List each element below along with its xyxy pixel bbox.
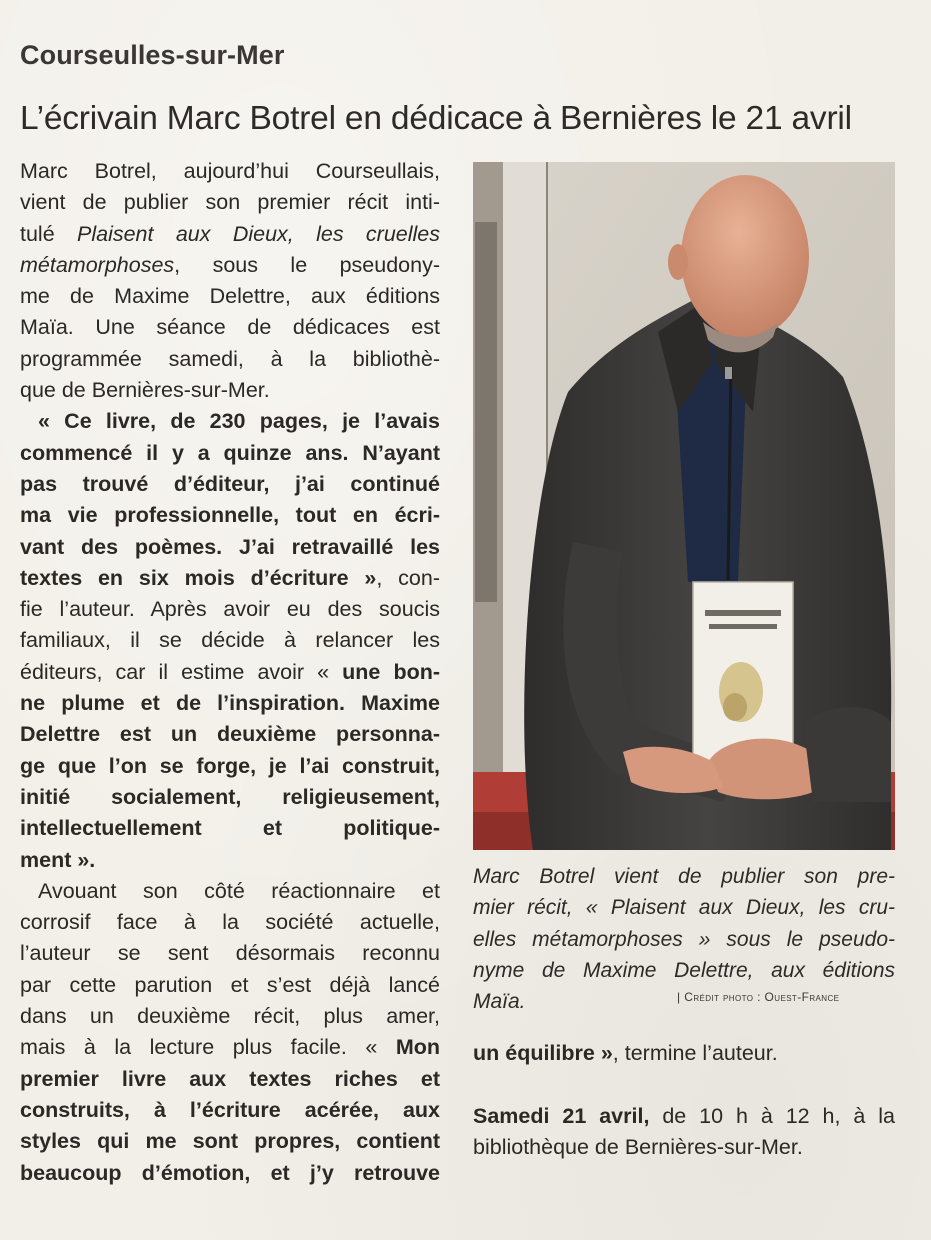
article-left-column [20, 156, 440, 1189]
quote-line: ge que l’on se forge, je l’ai construit, [20, 753, 440, 778]
text-line: corrosif face à la société actuelle, [20, 910, 440, 935]
quote-line: construits, à l’écriture acérée, aux [20, 1097, 440, 1122]
locality-heading: Courseulles-sur-Mer [20, 40, 285, 70]
text-line: me de Maxime Delettre, aux éditions [20, 284, 440, 309]
author-photo [473, 162, 895, 850]
text-line: éditeurs, car il estime avoir « une bon- [20, 659, 441, 684]
quote-line: ma vie professionnelle, tout en écri- [20, 503, 440, 528]
text-line: Maïa. Une séance de dédicaces est [20, 315, 440, 340]
quote-line: vant des poèmes. J’ai retravaillé les [20, 534, 440, 559]
text-line: fie l’auteur. Après avoir eu des soucis [20, 597, 440, 622]
text-line: Avouant son côté réactionnaire et [38, 878, 440, 903]
text-line: métamorphoses, sous le pseudony- [20, 252, 440, 277]
photo-credit: | Crédit photo : Ouest-France [677, 990, 840, 1004]
text-line: que de Bernières-sur-Mer. [20, 378, 270, 403]
text-line: dans un deuxième récit, plus amer, [20, 1004, 440, 1029]
author-photo-illustration [473, 162, 895, 850]
article-right-continuation [473, 1038, 895, 1069]
quote-line: intellectuellement et politique- [20, 816, 440, 841]
quote-line: ment ». [20, 847, 96, 872]
event-date: Samedi 21 avril, [473, 1104, 650, 1128]
article-headline: L’écrivain Marc Botrel en dédicace à Bernières le 21 avril [20, 100, 852, 137]
caption-line: Maïa. [473, 990, 526, 1014]
text-line: tulé Plaisent aux Dieux, les cruelles [20, 221, 440, 246]
quote-line: beaucoup d’émotion, et j’y retrouve [20, 1160, 440, 1185]
caption-line: nyme de Maxime Delettre, aux éditions [473, 958, 895, 982]
text-line: familiaux, il se décide à relancer les [20, 628, 440, 653]
book-title: métamorphoses [20, 252, 175, 277]
text-line: vient de publier son premier récit inti- [20, 190, 440, 215]
quote-line: premier livre aux textes riches et [20, 1066, 440, 1091]
event-info [473, 1101, 895, 1164]
text-line: un équilibre », termine l’auteur. [473, 1041, 778, 1065]
book-title: Plaisent aux Dieux, les cruelles [77, 221, 440, 246]
text-line: l’auteur se sent désormais reconnu [20, 941, 440, 966]
caption-line: mier récit, « Plaisent aux Dieux, les cru- [473, 896, 895, 920]
quote-line: pas trouvé d’éditeur, j’ai continué [20, 471, 440, 496]
quote-line: commencé il y a quinze ans. N’ayant [20, 440, 440, 465]
text-line: Marc Botrel, aujourd’hui Courseullais, [20, 159, 440, 183]
text-line: mais à la lecture plus facile. « Mon [20, 1035, 440, 1060]
quote-line: ne plume et de l’inspiration. Maxime [20, 691, 440, 716]
quote-line: Delettre est un deuxième personna- [20, 722, 440, 747]
event-line: bibliothèque de Bernières-sur-Mer. [473, 1135, 803, 1160]
quote-line: styles qui me sont propres, contient [20, 1129, 440, 1154]
quote-line: initié socialement, religieusement, [20, 784, 440, 809]
text-line: textes en six mois d’écriture », con- [20, 565, 440, 590]
text-line: par cette parution et s’est déjà lancé [20, 972, 440, 997]
text-line: programmée samedi, à la bibliothè- [20, 346, 440, 371]
quote-line: « Ce livre, de 230 pages, je l’avais [38, 409, 440, 434]
caption-line: Marc Botrel vient de publier son pre- [473, 865, 895, 888]
caption-line: elles métamorphoses » sous le pseudo- [473, 927, 895, 951]
event-line: Samedi 21 avril, de 10 h à 12 h, à la [473, 1104, 895, 1128]
